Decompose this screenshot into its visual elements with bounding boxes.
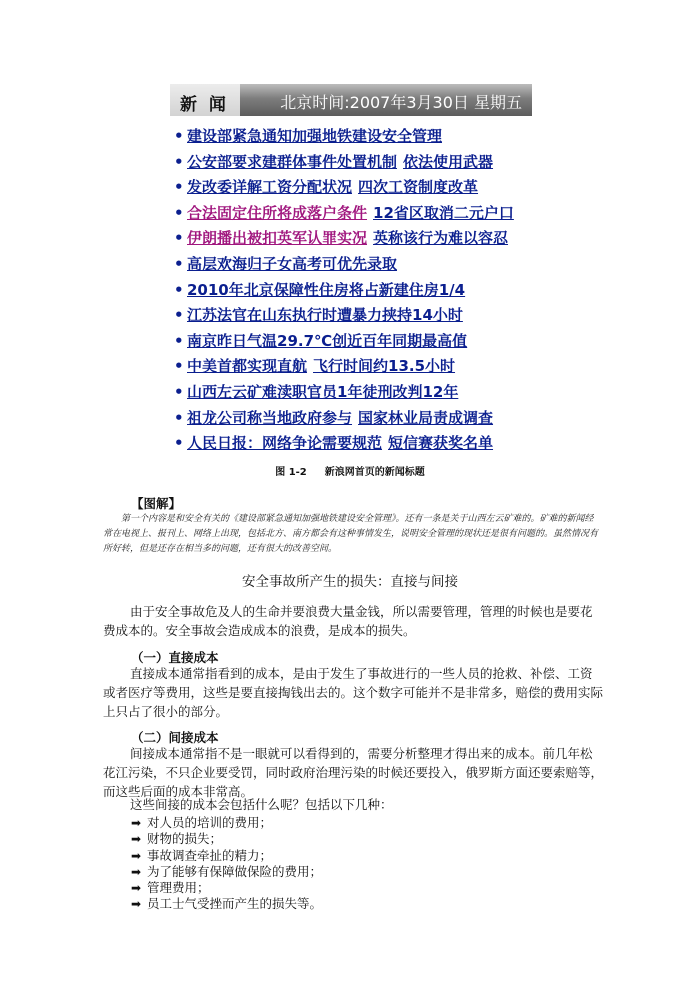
bullet-dot-icon: • <box>174 229 184 248</box>
news-screenshot <box>170 84 532 459</box>
news-headline-link[interactable]: 公安部要求建群体事件处置机制 <box>187 152 398 171</box>
list-item <box>131 848 322 864</box>
news-secondary-link[interactable]: 依法使用武器 <box>403 152 494 171</box>
bullet-dot-icon: • <box>174 127 184 145</box>
figure-caption <box>0 463 700 478</box>
bullet-dot-icon: • <box>174 306 184 325</box>
list-item <box>131 896 322 912</box>
news-secondary-link[interactable]: 飞行时间约13.5小时 <box>313 357 456 376</box>
list-item <box>131 815 322 831</box>
news-headline-item <box>174 124 514 150</box>
indirect-list-intro: 这些间接的成本会包括什么呢？包括以下几种： <box>130 797 393 812</box>
section-title: 安全事故所产生的损失：直接与间接 <box>242 574 458 590</box>
news-headline-item <box>174 278 514 304</box>
news-secondary-link[interactable]: 12省区取消二元户口 <box>373 203 514 222</box>
explain-heading: 【图解】 <box>131 496 182 511</box>
news-secondary-link[interactable]: 国家林业局责成调查 <box>358 408 494 427</box>
indirect-cost-paragraph: 间接成本通常指不是一眼就可以看得到的，需要分析整理才得出来的成本。前几年松花江污染，不只企业要受罚，同时政府治理污染的时候还要投入，俄罗斯方面还要索赔等，而这些后面的成本非常高。 <box>103 746 604 799</box>
news-headline-item <box>174 303 514 329</box>
news-tag <box>170 84 240 116</box>
bullet-dot-icon: • <box>174 178 184 197</box>
news-headline-link[interactable]: 山西左云矿难渎职官员1年徒刑改判12年 <box>187 382 459 401</box>
indirect-cost-heading: （二）间接成本 <box>131 730 219 745</box>
bullet-dot-icon: • <box>174 382 184 401</box>
news-headline-link[interactable]: 江苏法官在山东执行时遭暴力挟持14小时 <box>187 306 463 325</box>
bullet-dot-icon: • <box>174 357 184 376</box>
news-secondary-link[interactable]: 短信赛获奖名单 <box>388 434 494 453</box>
arrow-right-icon: ➡ <box>131 848 142 863</box>
news-secondary-link[interactable]: 四次工资制度改革 <box>358 178 479 197</box>
news-header-bar <box>170 84 532 116</box>
list-item-text: 为了能够有保障做保险的费用； <box>147 863 323 879</box>
news-headline-link[interactable]: 建设部紧急通知加强地铁建设安全管理 <box>187 127 443 145</box>
bullet-dot-icon: • <box>174 331 184 350</box>
news-headline-link[interactable]: 高层欢海归子女高考可优先录取 <box>187 254 398 273</box>
arrow-right-icon: ➡ <box>131 864 142 879</box>
bullet-dot-icon: • <box>174 152 184 171</box>
news-headline-item <box>174 175 514 201</box>
news-secondary-link[interactable]: 英称该行为难以容忍 <box>373 229 509 248</box>
arrow-right-icon: ➡ <box>131 881 142 896</box>
bullet-dot-icon: • <box>174 254 184 273</box>
direct-cost-paragraph: 直接成本通常指看到的成本，是由于发生了事故进行的一些人员的抢救、补偿、工资或者医疗等费用，这些是要直接掏钱出去的。这个数字可能并不是非常多，赔偿的费用实际上只占了很小的部分。 <box>103 666 604 719</box>
list-item <box>131 864 322 880</box>
list-item-text: 员工士气受挫而产生的损失等。 <box>147 896 323 912</box>
news-headline-link[interactable]: 发改委详解工资分配状况 <box>187 178 353 197</box>
bullet-dot-icon: • <box>174 203 184 222</box>
news-headline-link[interactable]: 中美首都实现直航 <box>187 357 308 376</box>
news-headline-link[interactable]: 伊朗播出被扣英军认罪实况 <box>187 229 368 248</box>
explain-body: 第一个内容是和安全有关的《建设部紧急通知加强地铁建设安全管理》。还有一条是关于山西左云矿难的。矿难的新闻经常在电视上、报刊上、网络上出现，包括北方、南方都会有这种事情发生，说明安全管理的现状还是很有问题的。虽然情况有所好转，但是还存在相当多的问题，还有很大的改善空间。 <box>103 514 599 554</box>
news-headline-item <box>174 150 514 176</box>
news-date: 北京时间:2007年3月30日 星期五 <box>280 93 522 112</box>
intro-paragraph: 由于安全事故危及人的生命并要浪费大量金钱，所以需要管理，管理的时候也是要花费成本的。安全事故会造成成本的浪费，是成本的损失。 <box>103 604 593 638</box>
bullet-dot-icon: • <box>174 434 184 453</box>
news-headline-item <box>174 226 514 252</box>
news-headline-item <box>174 406 514 432</box>
arrow-right-icon: ➡ <box>131 897 142 912</box>
list-item-text: 财物的损失； <box>147 831 223 847</box>
news-headline-item <box>174 201 514 227</box>
news-headline-item <box>174 252 514 278</box>
figure-number: 图 1-2 <box>275 467 307 478</box>
news-headline-link[interactable]: 2010年北京保障性住房将占新建住房1/4 <box>187 280 466 299</box>
news-headline-item <box>174 354 514 380</box>
news-headline-list <box>174 124 514 457</box>
news-headline-link[interactable]: 合法固定住所将成落户条件 <box>187 203 368 222</box>
arrow-right-icon: ➡ <box>131 832 142 847</box>
news-headline-item <box>174 380 514 406</box>
direct-cost-heading: （一）直接成本 <box>131 650 219 665</box>
list-item-text: 对人员的培训的费用； <box>147 815 273 830</box>
news-headline-link[interactable]: 人民日报：网络争论需要规范 <box>187 434 383 453</box>
news-headline-link[interactable]: 祖龙公司称当地政府参与 <box>187 408 353 427</box>
bullet-dot-icon: • <box>174 280 184 299</box>
arrow-right-icon: ➡ <box>131 816 142 830</box>
indirect-cost-list <box>131 815 322 913</box>
bullet-dot-icon: • <box>174 408 184 427</box>
list-item-text: 管理费用； <box>147 880 210 896</box>
news-headline-link[interactable]: 南京昨日气温29.7℃创近百年同期最高值 <box>187 331 468 350</box>
news-tag-label: 新 闻 <box>180 95 229 115</box>
list-item <box>131 831 322 847</box>
list-item-text: 事故调查牵扯的精力； <box>147 847 273 863</box>
news-headline-item <box>174 431 514 457</box>
list-item <box>131 880 322 896</box>
figure-caption-text: 新浪网首页的新闻标题 <box>324 467 425 478</box>
news-headline-item <box>174 329 514 355</box>
